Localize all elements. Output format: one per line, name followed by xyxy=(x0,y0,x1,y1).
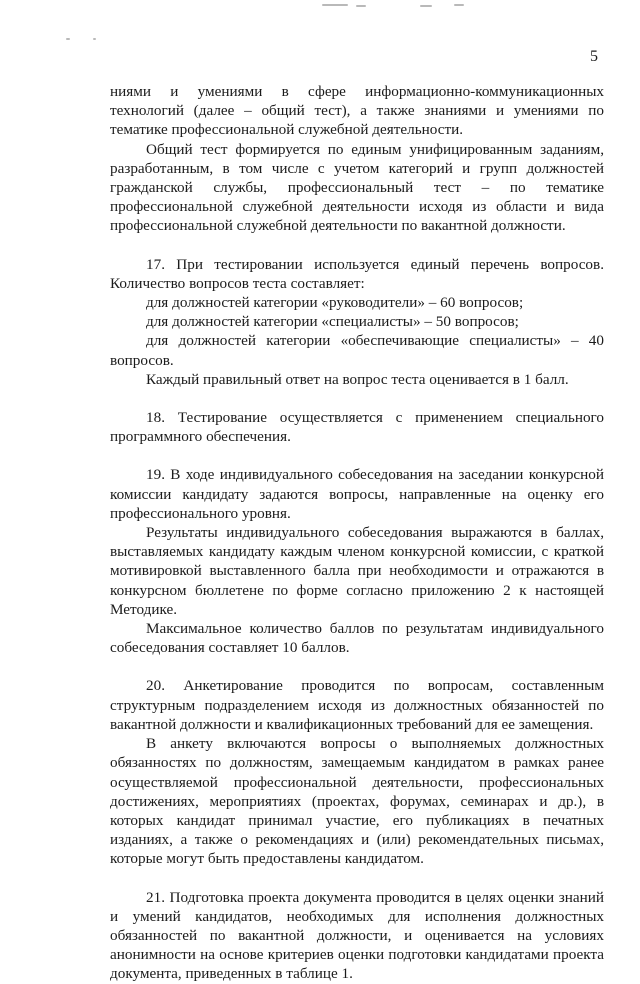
paragraph-20: 20. Анкетирование проводится по вопросам, составленным структурным подразделением исходя из должностных обязанностей по вакантной должности и квалификационных требований для ее замещения. xyxy=(110,677,604,733)
paragraph-21: 21. Подготовка проекта документа проводится в целях оценки знаний и умений кандидатов, необходимых для исполнения должностных обязанностей по вакантной должности, и оценивается на условиях анонимности на основе критериев оценки подготовки кандидатами проекта документа, приведенных в таблице 1. xyxy=(110,888,604,983)
paragraph: В анкету включаются вопросы о выполняемых должностных обязанностях по должностям, замещаемым кандидатом в рамках ранее осуществляемой профессиональной деятельности, профессиональных достижениях, мероприятиях (проектах, форумах, семинарах и др.), в которых кандидат принимал участие, его публикациях в печатных изданиях, а также о рекомендациях и (или) рекомендательных письмах, которые могут быть предоставлены кандидатом. xyxy=(110,735,604,868)
paragraph: Каждый правильный ответ на вопрос теста оценивается в 1 балл. xyxy=(146,370,569,388)
paragraph: Максимальное количество баллов по результатам индивидуального собеседования составляет 10 баллов. xyxy=(110,620,604,657)
scan-artifact xyxy=(454,4,464,6)
list-item: для должностей категории «руководители» – 60 вопросов; xyxy=(146,294,524,312)
scan-artifact xyxy=(66,38,70,40)
scan-artifact xyxy=(322,4,348,6)
document-body xyxy=(110,82,604,984)
paragraph-19: 19. В ходе индивидуального собеседования на заседании конкурсной комиссии кандидату задаются вопросы, направленные на оценку его профессионального уровня. xyxy=(110,466,604,522)
list-item: для должностей категории «обеспечивающие специалисты» – 40 вопросов. xyxy=(110,332,604,369)
paragraph: Общий тест формируется по единым унифицированным заданиям, разработанным, в том числе с учетом категорий и групп должностей гражданской службы, профессиональный тест – по тематике профессиональной служебной деятельности исходя из области и вида профессиональной служебной деятельности по вакантной должности. xyxy=(110,140,604,235)
paragraph: ниями и умениями в сфере информационно-коммуникационных технологий (далее – общий тест), а также знаниями и умениями по тематике профессиональной служебной деятельности. xyxy=(110,83,604,139)
paragraph: Результаты индивидуального собеседования выражаются в баллах, выставляемых кандидату каждым членом конкурсной комиссии, с краткой мотивировкой выставленного балла при необходимости и отражаются в конкурсном бюллетене по форме согласно приложению 2 к настоящей Методике. xyxy=(110,524,604,618)
paragraph-18: 18. Тестирование осуществляется с применением специального программного обеспечения. xyxy=(110,409,604,446)
scan-artifact xyxy=(420,5,432,7)
scan-artifact xyxy=(93,38,96,40)
list-item: для должностей категории «специалисты» – 50 вопросов; xyxy=(146,313,519,331)
page-number: 5 xyxy=(590,48,598,65)
scan-artifact xyxy=(356,5,366,7)
paragraph-17: 17. При тестировании используется единый перечень вопросов. Количество вопросов теста составляет: xyxy=(110,255,604,292)
